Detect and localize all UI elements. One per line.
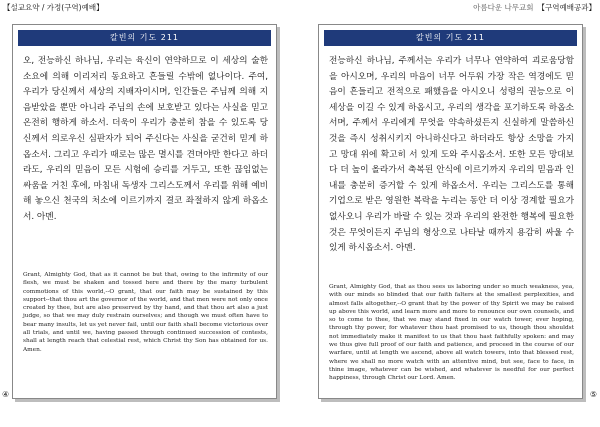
korean-prayer-text: 오, 전능하신 하나님, 우리는 육신이 연약하므로 이 세상의 술한 소요에 의해 이리저리 동요하고 흔들릴 수밖에 없나이다. 주여, 우리가 당신께서 세상의 지배자이시며, 인간들은 주님께 의해 지음받았을 뿐만 아니라 주님의 손에 보호받고 있다는 사실을 믿고 온전히 행하게 하소서. 더욱이 우리가 충분히 참을 수 있도록 당신께서 의로우신 심판자가 되어 주신다는 사실을 굳건히 믿게 하옵소서. 그리고 우리가 때로는 많은 멸시를 견뎌야만 한다고 하더라도, 우리의 믿음이 모든 시험에 승리를 거두고, 또한 끊임없는 싸움을 거친 후에, 마침내 독생자 그리스도께서 우리를 위해 예비해 놓으신 천국의 처소에 이르기까지 결코 좌절하지 않게 하옵소서. 아멘. bbox=[23, 56, 268, 222]
korean-prayer-text: 전능하신 하나님, 주께서는 우리가 너무나 연약하여 괴로움당함을 아시오며, 우리의 마음이 너무 어두워 가장 작은 역경에도 믿음이 흔들리고 전적으로 패했음을 아시오니 성령의 권능으로 이 세상을 이길 수 있게 하옵시고, 우리의 생각을 포기하도록 하옵소서며, 주께서 우리에게 무엇을 약속하셨든지 신실하게 말씀하신 것을 즉시 성취시키지 아니하신다고 하더라도 항상 소망을 가지고 망대 위에 확고히 서 있게 도와 주시옵소서. 또한 모든 망대보다 더 높이 올라가서 축복된 안식에 이르기까지 우리의 믿음과 인내를 충분히 증거할 수 있게 하옵소서. 우리는 그리스도를 통해 기업으로 받은 영원한 복락을 누리는 동안 더 이상 경계할 필요가 없사오니 우리가 바랄 수 있는 것과 우리의 완전한 행복에 필요한 것은 무엇이든지 주님의 형상으로 나타날 때까지 용감히 싸울 수 있게 하시옵소서. 아멘. bbox=[329, 56, 574, 254]
page-number-right: ⑤ bbox=[589, 390, 597, 399]
right-page bbox=[318, 24, 583, 399]
page-number-left: ④ bbox=[2, 390, 10, 399]
church-name: 아름다운 나무교회 bbox=[473, 3, 534, 12]
page-title: 칼빈의 기도 211 bbox=[324, 30, 577, 46]
left-page bbox=[12, 24, 277, 399]
header-right bbox=[473, 2, 596, 13]
english-prayer-text: Grant, Almighty God, that as thou sees us laboring under so much weakness, yea, with our minds so blinded that our faith falters at the smallest perplexities, and almost falls altogether,--O grant that by the power of thy Spirit we may be raised up above this world, and learn more and more to renounce our own counsels, and so to come to thee, that we may stand fixed in our watch tower, ever hoping, through thy power, for whatever thou hast promised to us, though thou shouldst not immediately make it manifest to us that thou hast faithfully spoken: and may we thus give full proof of our faith and patience, and proceed in the course of our warfare, until at length we ascend, above all watch towers, into that blessed rest, where we shall no more watch with an attentive mind, but see, face to face, in thine image, whatever can be wished, and whatever is needful for our perfect happiness, through Christ our Lord. Amen. bbox=[329, 284, 574, 382]
english-prayer-text: Grant, Almighty God, that as it cannot be but that, owing to the infirmity of our flesh, we must be shaken and tossed here and there by the many turbulent commotions of this world,--O grant, that our faith may be sustained by this support--that thou art the governor of the world, and that men were not only once created by thee, but are also preserved by thy hand, and that thou art also a just judge, so that we may duly restrain ourselves; and though we must often have to bear many insults, let us yet never fail, until our faith shall become victorious over all trials, and until we, having passed through continued succession of contests, shall at length reach that celestial rest, which Christ thy Son has obtained for us. Amen. bbox=[23, 272, 268, 353]
page-title: 칼빈의 기도 211 bbox=[18, 30, 271, 46]
header-right-label: 【구역예배공과】 bbox=[537, 3, 596, 12]
header-left-label: 【설교요약 / 가정(구역)예배】 bbox=[3, 3, 104, 12]
